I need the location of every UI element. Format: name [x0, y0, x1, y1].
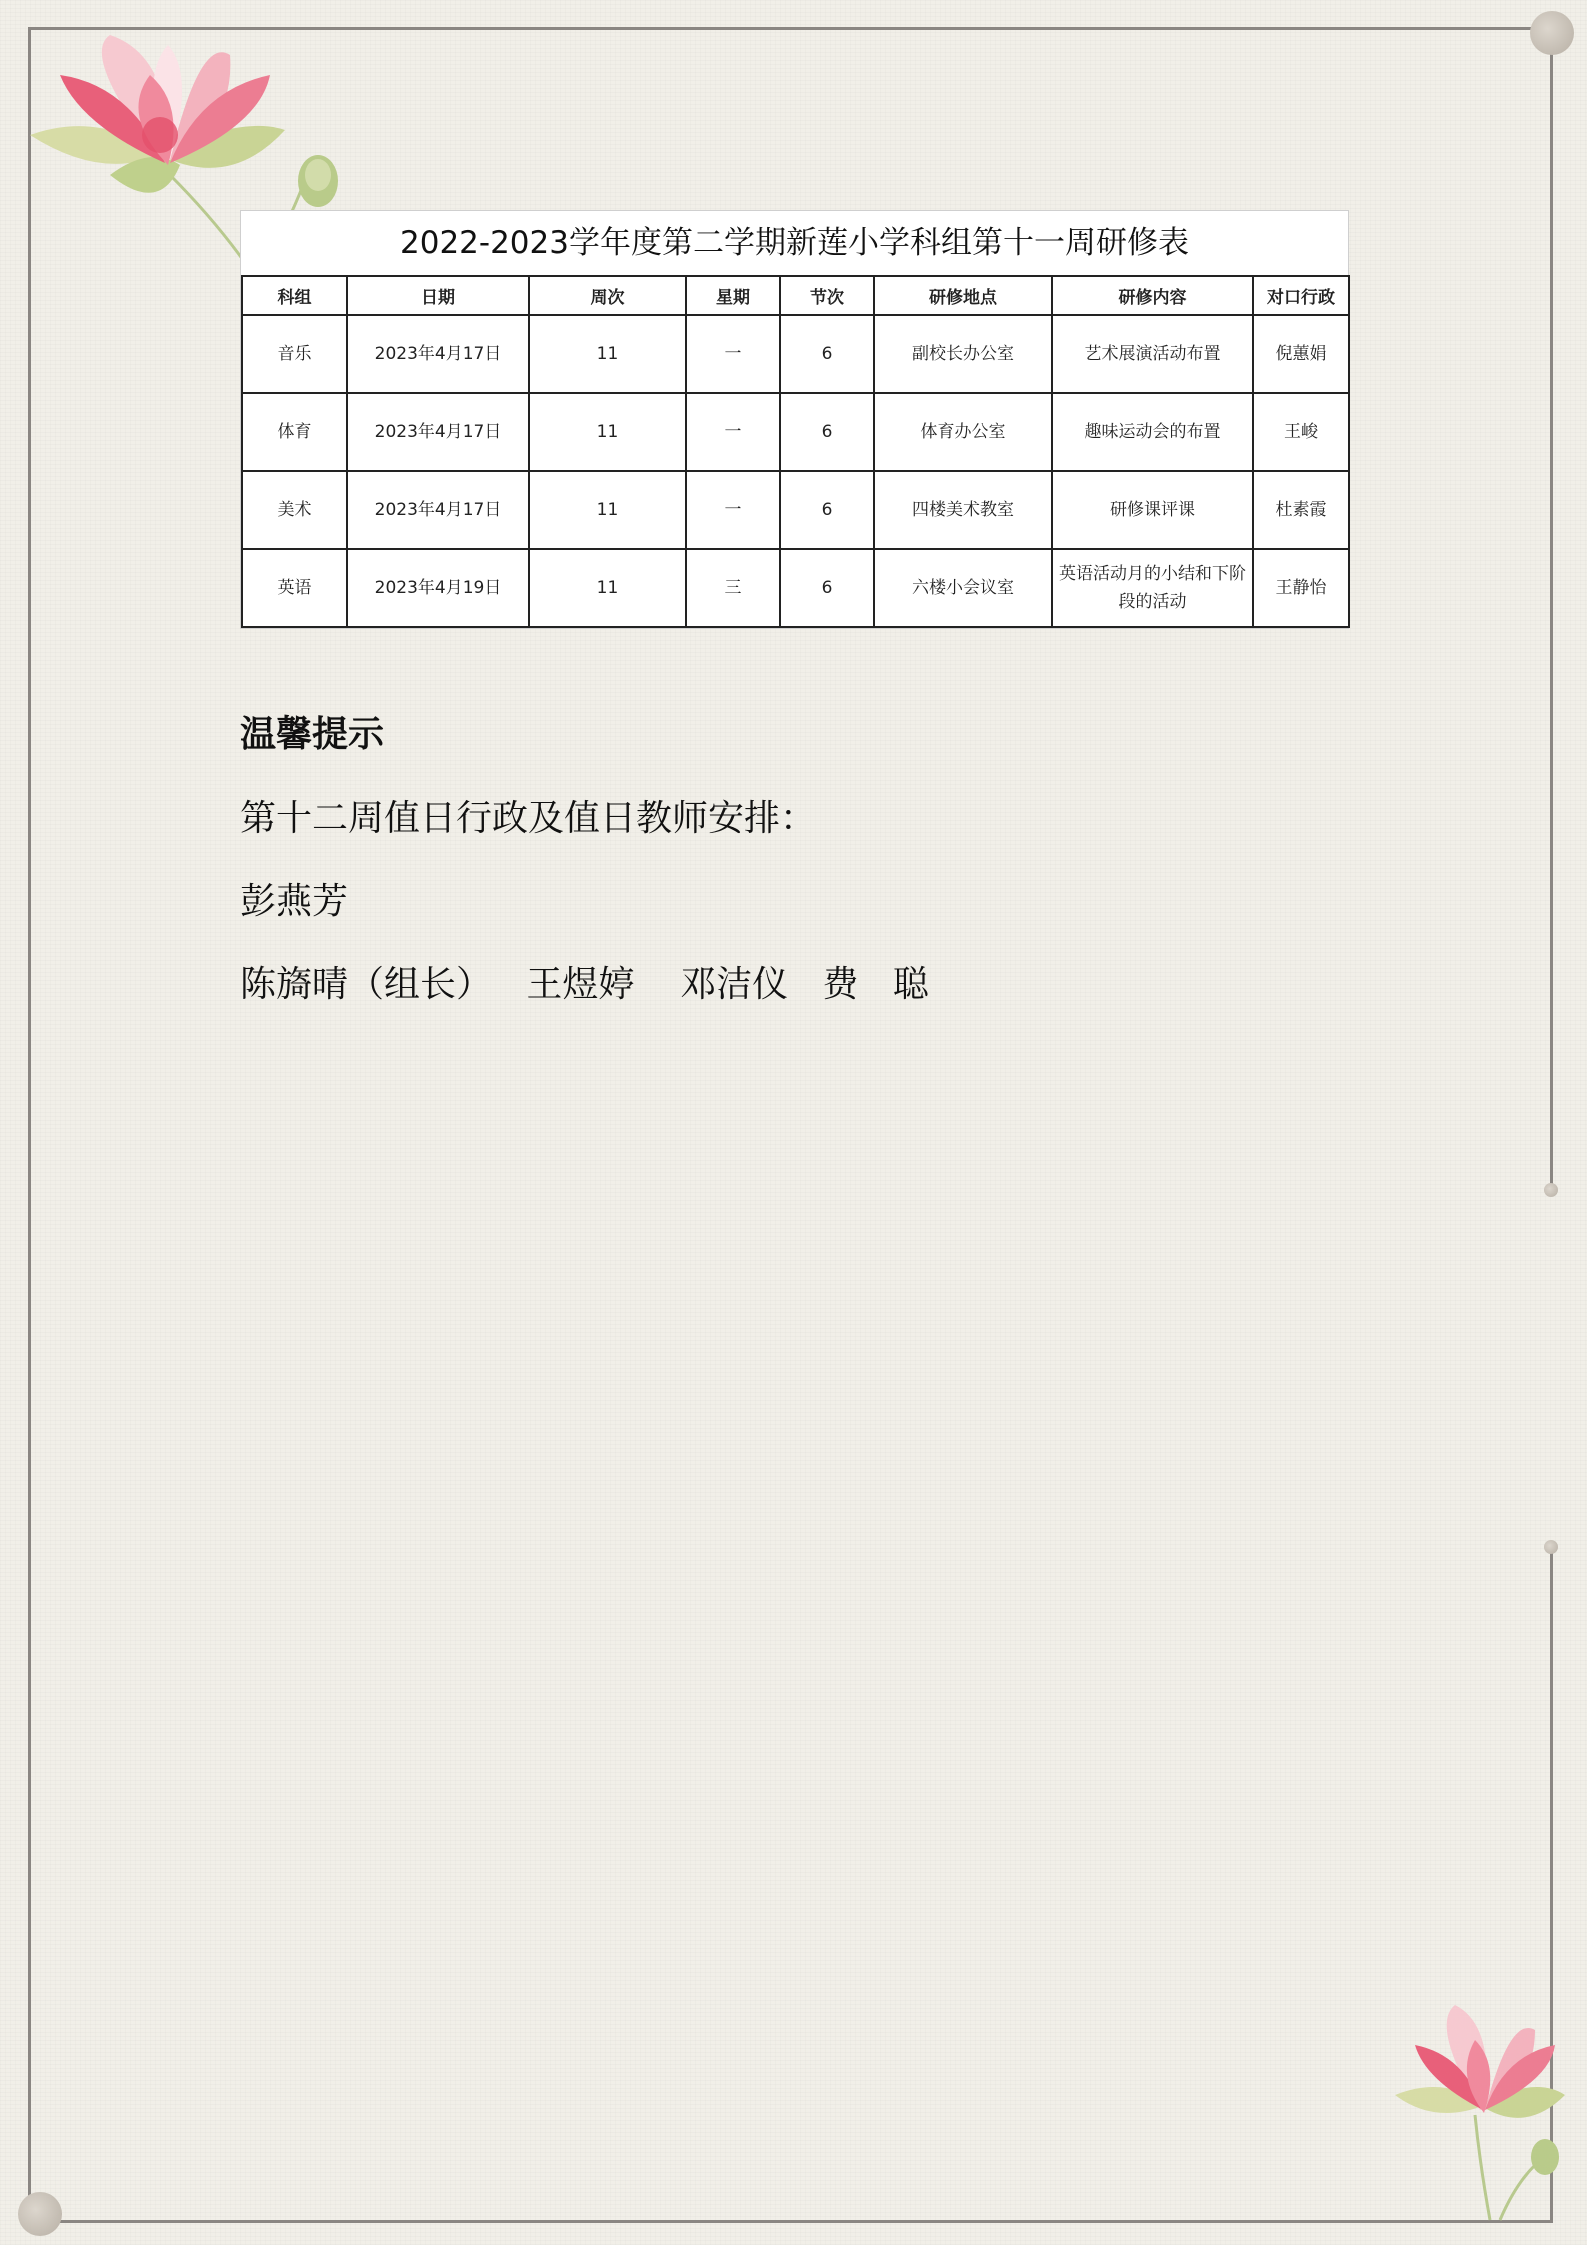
- cell-weekday: 一: [686, 315, 780, 393]
- frame-bottom-border: [28, 2220, 1551, 2223]
- cell-weekday: 一: [686, 393, 780, 471]
- header-admin: 对口行政: [1253, 276, 1349, 315]
- duty-admin-name: 彭燕芳: [240, 881, 349, 922]
- cell-date: 2023年4月19日: [347, 549, 529, 627]
- schedule-table-card: [240, 210, 1349, 629]
- cell-week-number: 11: [529, 549, 686, 627]
- cell-weekday: 一: [686, 471, 780, 549]
- header-content: 研修内容: [1052, 276, 1253, 315]
- table-row: [242, 393, 1349, 471]
- frame-corner-knob-top-right: [1530, 11, 1574, 55]
- cell-period: 6: [780, 549, 874, 627]
- header-date: 日期: [347, 276, 529, 315]
- cell-admin: 倪蕙娟: [1253, 315, 1349, 393]
- cell-date: 2023年4月17日: [347, 315, 529, 393]
- header-location: 研修地点: [874, 276, 1052, 315]
- cell-week-number: 11: [529, 315, 686, 393]
- cell-subject: 体育: [242, 393, 347, 471]
- cell-subject: 音乐: [242, 315, 347, 393]
- duty-teacher-names: 陈旖晴（组长） 王煜婷 邓洁仪 费 聪: [240, 964, 929, 1005]
- schedule-table: [241, 275, 1350, 628]
- cell-content: 英语活动月的小结和下阶段的活动: [1052, 549, 1253, 627]
- cell-period: 6: [780, 393, 874, 471]
- cell-period: 6: [780, 315, 874, 393]
- cell-date: 2023年4月17日: [347, 393, 529, 471]
- table-header-row: [242, 276, 1349, 315]
- frame-dot-lower: [1544, 1540, 1558, 1554]
- notice-title: 温馨提示: [240, 713, 385, 755]
- cell-location: 副校长办公室: [874, 315, 1052, 393]
- table-row: [242, 315, 1349, 393]
- header-week-number: 周次: [529, 276, 686, 315]
- cell-week-number: 11: [529, 393, 686, 471]
- lotus-flower-bottom-right-icon: [1385, 1985, 1575, 2225]
- frame-corner-knob-bottom-left: [18, 2192, 62, 2236]
- cell-admin: 王峻: [1253, 393, 1349, 471]
- cell-period: 6: [780, 471, 874, 549]
- frame-right-border-upper: [1550, 27, 1553, 1189]
- cell-date: 2023年4月17日: [347, 471, 529, 549]
- duty-schedule-heading: 第十二周值日行政及值日教师安排：: [240, 798, 817, 839]
- cell-subject: 英语: [242, 549, 347, 627]
- table-row: [242, 549, 1349, 627]
- cell-subject: 美术: [242, 471, 347, 549]
- table-row: [242, 471, 1349, 549]
- header-weekday: 星期: [686, 276, 780, 315]
- cell-admin: 杜素霞: [1253, 471, 1349, 549]
- cell-content: 研修课评课: [1052, 471, 1253, 549]
- table-title: 2022-2023学年度第二学期新莲小学科组第十一周研修表: [400, 225, 1189, 261]
- cell-location: 四楼美术教室: [874, 471, 1052, 549]
- cell-content: 趣味运动会的布置: [1052, 393, 1253, 471]
- frame-left-border: [28, 27, 31, 2223]
- cell-week-number: 11: [529, 471, 686, 549]
- cell-admin: 王静怡: [1253, 549, 1349, 627]
- cell-location: 六楼小会议室: [874, 549, 1052, 627]
- frame-dot-upper: [1544, 1183, 1558, 1197]
- header-subject: 科组: [242, 276, 347, 315]
- cell-location: 体育办公室: [874, 393, 1052, 471]
- cell-weekday: 三: [686, 549, 780, 627]
- header-period: 节次: [780, 276, 874, 315]
- cell-content: 艺术展演活动布置: [1052, 315, 1253, 393]
